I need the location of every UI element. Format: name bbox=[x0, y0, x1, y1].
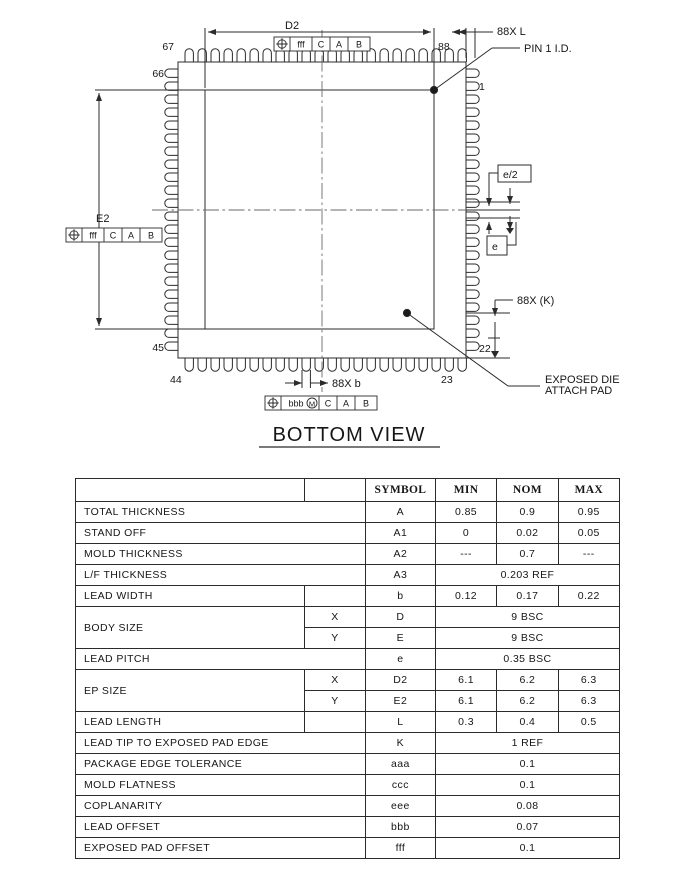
row-max: 6.3 bbox=[558, 670, 619, 691]
table-row bbox=[76, 565, 620, 586]
fcf-top-datum-c: C bbox=[317, 39, 325, 50]
pin-number-bottom-left: 44 bbox=[170, 374, 182, 386]
row-max: 6.3 bbox=[558, 691, 619, 712]
row-symbol: D bbox=[365, 607, 435, 628]
row-min: 0.12 bbox=[435, 586, 496, 607]
row-desc: LEAD TIP TO EXPOSED PAD EDGE bbox=[76, 733, 366, 754]
label-88x-k: 88X (K) bbox=[517, 295, 555, 307]
row-desc: LEAD LENGTH bbox=[76, 712, 305, 733]
row-min: 0 bbox=[435, 523, 496, 544]
row-span-value: 0.07 bbox=[435, 817, 619, 838]
label-pin1-id: PIN 1 I.D. bbox=[524, 43, 572, 55]
fcf-top-datum-b: B bbox=[355, 39, 363, 50]
row-nom: 0.7 bbox=[497, 544, 558, 565]
header-max: MAX bbox=[558, 479, 619, 502]
row-max: --- bbox=[558, 544, 619, 565]
row-min: 0.3 bbox=[435, 712, 496, 733]
row-nom: 0.02 bbox=[497, 523, 558, 544]
fcf-left-tolerance: fff bbox=[89, 230, 97, 241]
header-symbol: SYMBOL bbox=[365, 479, 435, 502]
label-pitch: e bbox=[492, 241, 498, 253]
label-pitch-half: e/2 bbox=[503, 169, 518, 181]
row-axis: Y bbox=[305, 691, 366, 712]
row-nom: 0.4 bbox=[497, 712, 558, 733]
row-span-value: 0.1 bbox=[435, 754, 619, 775]
header-description bbox=[76, 479, 305, 502]
pitch-detail bbox=[466, 165, 531, 255]
package-dimension-table bbox=[75, 478, 620, 859]
row-max: 0.5 bbox=[558, 712, 619, 733]
row-symbol: A3 bbox=[365, 565, 435, 586]
row-symbol: L bbox=[365, 712, 435, 733]
row-nom: 0.9 bbox=[497, 502, 558, 523]
header-min: MIN bbox=[435, 479, 496, 502]
fcf-bottom-modifier: M bbox=[308, 399, 316, 409]
row-span-value: 0.35 BSC bbox=[435, 649, 619, 670]
row-desc: TOTAL THICKNESS bbox=[76, 502, 366, 523]
center-lines bbox=[152, 30, 520, 392]
row-symbol: E2 bbox=[365, 691, 435, 712]
label-e2: E2 bbox=[96, 213, 110, 225]
row-desc: PACKAGE EDGE TOLERANCE bbox=[76, 754, 366, 775]
label-exposed-pad-1: EXPOSED DIE bbox=[545, 374, 620, 386]
row-axis bbox=[305, 586, 366, 607]
row-min: --- bbox=[435, 544, 496, 565]
table-row bbox=[76, 649, 620, 670]
table-row bbox=[76, 817, 620, 838]
row-axis: Y bbox=[305, 628, 366, 649]
pin-number-top-left: 67 bbox=[162, 41, 174, 53]
row-axis: X bbox=[305, 670, 366, 691]
feature-control-frame-bottom bbox=[265, 396, 377, 410]
table-row bbox=[76, 586, 620, 607]
row-symbol: fff bbox=[365, 838, 435, 859]
fcf-bottom-datum-c: C bbox=[324, 398, 332, 409]
row-desc: MOLD THICKNESS bbox=[76, 544, 366, 565]
pin-number-left-bottom: 45 bbox=[152, 342, 164, 354]
row-symbol: D2 bbox=[365, 670, 435, 691]
fcf-left-datum-c: C bbox=[109, 230, 117, 241]
fcf-bottom-datum-a: A bbox=[342, 398, 350, 409]
bottom-view-title: BOTTOM VIEW bbox=[272, 424, 426, 446]
row-min: 0.85 bbox=[435, 502, 496, 523]
table-row bbox=[76, 775, 620, 796]
dimension-e2 bbox=[95, 90, 208, 329]
row-desc: STAND OFF bbox=[76, 523, 366, 544]
fcf-top-datum-a: A bbox=[335, 39, 343, 50]
row-desc: MOLD FLATNESS bbox=[76, 775, 366, 796]
row-nom: 6.2 bbox=[497, 670, 558, 691]
exposed-die-attach-pad bbox=[205, 90, 434, 329]
row-axis: X bbox=[305, 607, 366, 628]
fcf-left-datum-a: A bbox=[127, 230, 135, 241]
row-desc: BODY SIZE bbox=[76, 607, 305, 649]
fcf-left-datum-b: B bbox=[147, 230, 155, 241]
leads-bottom bbox=[185, 358, 466, 371]
table-row bbox=[76, 796, 620, 817]
row-span-value: 0.08 bbox=[435, 796, 619, 817]
pin-number-right-top: 1 bbox=[479, 81, 485, 93]
row-nom: 6.2 bbox=[497, 691, 558, 712]
row-min: 6.1 bbox=[435, 670, 496, 691]
fcf-bottom-tolerance: bbb bbox=[288, 398, 304, 409]
row-desc: EP SIZE bbox=[76, 670, 305, 712]
row-span-value: 0.1 bbox=[435, 838, 619, 859]
pin-number-bottom-right: 23 bbox=[441, 374, 453, 386]
row-symbol: A2 bbox=[365, 544, 435, 565]
row-symbol: eee bbox=[365, 796, 435, 817]
row-span-value: 0.203 REF bbox=[435, 565, 619, 586]
row-span-value: 9 BSC bbox=[435, 628, 619, 649]
table-row bbox=[76, 670, 620, 691]
row-max: 0.95 bbox=[558, 502, 619, 523]
row-desc: LEAD WIDTH bbox=[76, 586, 305, 607]
row-symbol: A bbox=[365, 502, 435, 523]
table-row bbox=[76, 607, 620, 628]
row-desc: LEAD PITCH bbox=[76, 649, 366, 670]
row-symbol: E bbox=[365, 628, 435, 649]
row-min: 6.1 bbox=[435, 691, 496, 712]
pin-number-top-right: 88 bbox=[438, 41, 450, 53]
row-axis bbox=[305, 712, 366, 733]
exposed-pad-leader bbox=[403, 309, 540, 386]
table-row bbox=[76, 838, 620, 859]
label-exposed-pad-2: ATTACH PAD bbox=[545, 385, 613, 397]
row-desc: EXPOSED PAD OFFSET bbox=[76, 838, 366, 859]
row-symbol: A1 bbox=[365, 523, 435, 544]
row-symbol: e bbox=[365, 649, 435, 670]
pin-number-right-22: 22 bbox=[479, 343, 491, 355]
header-nom: NOM bbox=[497, 479, 558, 502]
header-axis bbox=[305, 479, 366, 502]
label-88x-l: 88X L bbox=[497, 26, 526, 38]
table-header-row bbox=[76, 479, 620, 502]
row-span-value: 0.1 bbox=[435, 775, 619, 796]
pin-number-left-top: 66 bbox=[152, 68, 164, 80]
row-desc: LEAD OFFSET bbox=[76, 817, 366, 838]
row-span-value: 9 BSC bbox=[435, 607, 619, 628]
row-max: 0.05 bbox=[558, 523, 619, 544]
table-row bbox=[76, 733, 620, 754]
row-symbol: b bbox=[365, 586, 435, 607]
row-desc: L/F THICKNESS bbox=[76, 565, 366, 586]
table-row bbox=[76, 544, 620, 565]
row-symbol: ccc bbox=[365, 775, 435, 796]
fcf-bottom-datum-b: B bbox=[362, 398, 370, 409]
table-row bbox=[76, 523, 620, 544]
row-desc: COPLANARITY bbox=[76, 796, 366, 817]
fcf-top-tolerance: fff bbox=[297, 39, 305, 50]
row-span-value: 1 REF bbox=[435, 733, 619, 754]
row-max: 0.22 bbox=[558, 586, 619, 607]
row-symbol: aaa bbox=[365, 754, 435, 775]
label-88x-b: 88X b bbox=[332, 378, 361, 390]
table-row bbox=[76, 754, 620, 775]
label-d2: D2 bbox=[285, 20, 300, 32]
row-nom: 0.17 bbox=[497, 586, 558, 607]
row-symbol: K bbox=[365, 733, 435, 754]
row-symbol: bbb bbox=[365, 817, 435, 838]
table-row bbox=[76, 502, 620, 523]
table-row bbox=[76, 712, 620, 733]
